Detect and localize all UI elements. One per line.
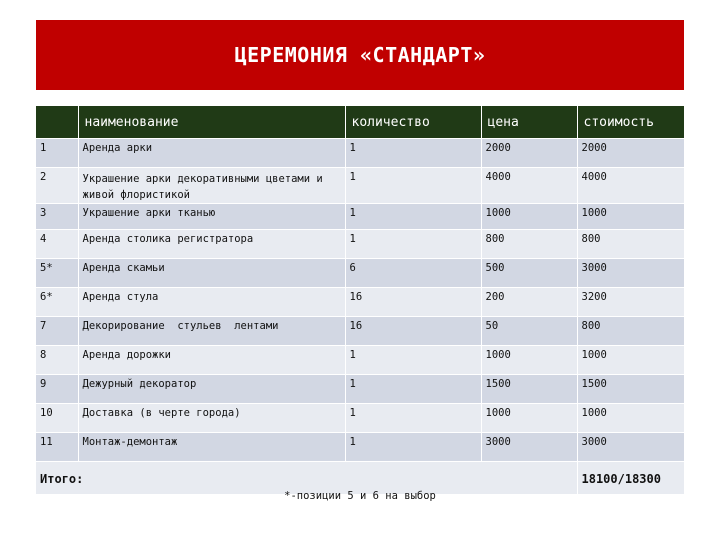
row-number: 5*: [36, 259, 78, 288]
table-row: [36, 346, 684, 375]
row-name: Украшение арки тканью: [78, 204, 345, 230]
row-name: Аренда стула: [78, 288, 345, 317]
row-cost: 3000: [577, 433, 684, 462]
row-price: 3000: [481, 433, 577, 462]
row-name: Дежурный декоратор: [78, 375, 345, 404]
row-name: Украшение арки декоративными цветами и живой флористикой: [78, 168, 345, 204]
row-quantity: 16: [345, 288, 481, 317]
table-row: [36, 168, 684, 204]
row-quantity: 1: [345, 375, 481, 404]
row-name: Доставка (в черте города): [78, 404, 345, 433]
table-row: [36, 139, 684, 168]
row-price: 4000: [481, 168, 577, 204]
row-number: 3: [36, 204, 78, 230]
row-name: Аренда скамьи: [78, 259, 345, 288]
row-number: 8: [36, 346, 78, 375]
row-cost: 1000: [577, 204, 684, 230]
row-quantity: 1: [345, 433, 481, 462]
row-cost: 4000: [577, 168, 684, 204]
header-number: [36, 106, 78, 139]
row-cost: 3200: [577, 288, 684, 317]
table-row: [36, 433, 684, 462]
header-name: наименование: [78, 106, 345, 139]
table-row: [36, 259, 684, 288]
row-cost: 3000: [577, 259, 684, 288]
row-number: 10: [36, 404, 78, 433]
row-price: 1000: [481, 204, 577, 230]
row-price: 500: [481, 259, 577, 288]
row-price: 2000: [481, 139, 577, 168]
row-number: 1: [36, 139, 78, 168]
table-row: [36, 317, 684, 346]
row-cost: 800: [577, 317, 684, 346]
table-row: [36, 375, 684, 404]
row-price: 1500: [481, 375, 577, 404]
row-cost: 1000: [577, 346, 684, 375]
row-name: Декорирование стульев лентами: [78, 317, 345, 346]
page-title: ЦЕРЕМОНИЯ «СТАНДАРТ»: [234, 43, 486, 67]
row-quantity: 1: [345, 139, 481, 168]
header-cost: стоимость: [577, 106, 684, 139]
total-label: Итого:: [36, 462, 577, 495]
row-name: Аренда столика регистратора: [78, 230, 345, 259]
header-quantity: количество: [345, 106, 481, 139]
row-number: 4: [36, 230, 78, 259]
row-quantity: 1: [345, 346, 481, 375]
table-row: [36, 404, 684, 433]
row-name: Аренда дорожки: [78, 346, 345, 375]
table-row: [36, 230, 684, 259]
row-price: 1000: [481, 346, 577, 375]
row-name: Аренда арки: [78, 139, 345, 168]
row-cost: 1500: [577, 375, 684, 404]
row-number: 6*: [36, 288, 78, 317]
row-price: 1000: [481, 404, 577, 433]
row-cost: 1000: [577, 404, 684, 433]
row-quantity: 1: [345, 404, 481, 433]
row-quantity: 6: [345, 259, 481, 288]
price-table: [36, 106, 685, 495]
table-row: [36, 204, 684, 230]
table-row: [36, 288, 684, 317]
row-number: 11: [36, 433, 78, 462]
footnote: *-позиции 5 и 6 на выбор: [284, 490, 436, 502]
row-price: 200: [481, 288, 577, 317]
row-cost: 2000: [577, 139, 684, 168]
row-quantity: 16: [345, 317, 481, 346]
table-header-row: [36, 106, 684, 139]
row-number: 7: [36, 317, 78, 346]
row-quantity: 1: [345, 204, 481, 230]
row-quantity: 1: [345, 168, 481, 204]
title-banner: [36, 20, 684, 90]
row-price: 50: [481, 317, 577, 346]
total-value: 18100/18300: [577, 462, 684, 495]
row-name: Монтаж-демонтаж: [78, 433, 345, 462]
row-number: 2: [36, 168, 78, 204]
row-quantity: 1: [345, 230, 481, 259]
row-price: 800: [481, 230, 577, 259]
header-price: цена: [481, 106, 577, 139]
row-number: 9: [36, 375, 78, 404]
row-cost: 800: [577, 230, 684, 259]
